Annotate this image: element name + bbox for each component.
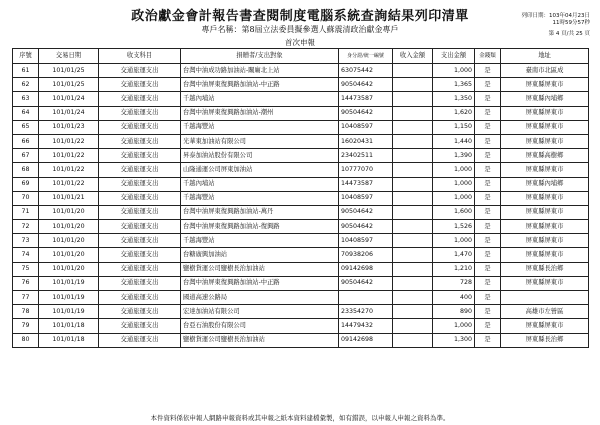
cell-subject: 交通旅運支出 — [99, 163, 181, 177]
cell-id: 16020431 — [339, 134, 393, 148]
col-header-id: 身分證/統一編號 — [339, 49, 393, 64]
cell-address: 高雄市左營區 — [501, 305, 589, 319]
cell-address: 屏東縣內埔鄉 — [501, 92, 589, 106]
cell-target: 山隆通運公司屏東加油站 — [181, 163, 339, 177]
col-header-cash: 金錢類 — [475, 49, 501, 64]
cell-id: 14479432 — [339, 319, 393, 333]
cell-income — [393, 191, 433, 205]
cell-expense: 1,350 — [433, 92, 475, 106]
col-header-subject: 收支科目 — [99, 49, 181, 64]
col-header-date: 交易日期 — [39, 49, 99, 64]
table-row — [13, 78, 589, 92]
cell-id: 14473587 — [339, 92, 393, 106]
cell-address: 屏東縣屏東市 — [501, 220, 589, 234]
cell-address: 屏東縣屏東市 — [501, 319, 589, 333]
cell-cash: 是 — [475, 120, 501, 134]
cell-address: 臺南市北區成 — [501, 64, 589, 78]
cell-subject: 交通旅運支出 — [99, 262, 181, 276]
cell-no: 63 — [13, 92, 39, 106]
cell-date: 101/01/23 — [39, 120, 99, 134]
cell-address: 屏東縣屏東市 — [501, 78, 589, 92]
cell-cash: 是 — [475, 220, 501, 234]
cell-income — [393, 220, 433, 234]
cell-cash: 是 — [475, 234, 501, 248]
cell-date: 101/01/22 — [39, 163, 99, 177]
cell-income — [393, 64, 433, 78]
cell-cash: 是 — [475, 177, 501, 191]
cell-date: 101/01/19 — [39, 291, 99, 305]
cell-subject: 交通旅運支出 — [99, 78, 181, 92]
cell-target: 台亞石油股份有限公司 — [181, 319, 339, 333]
cell-target: 國道高速公路局 — [181, 291, 339, 305]
footer-note: 本件資料係依申報人網路申報資料或其申報之紙本資料建檔彙製，如有錯誤，以申報人申報之資料為準。 — [150, 414, 450, 422]
table-row — [13, 262, 589, 276]
cell-date: 101/01/20 — [39, 234, 99, 248]
cell-target: 昇泰加油站股份有限公司 — [181, 149, 339, 163]
table-row — [13, 134, 589, 148]
table-row — [13, 248, 589, 262]
cell-income — [393, 134, 433, 148]
cell-cash: 是 — [475, 106, 501, 120]
cell-target: 台灣中油屏東復興路加油站-中正路 — [181, 78, 339, 92]
cell-date: 101/01/20 — [39, 248, 99, 262]
cell-no: 67 — [13, 149, 39, 163]
section-label: 首次申報 — [285, 38, 315, 47]
page-number: 第 4 頁/共 25 頁 — [548, 31, 590, 37]
cell-no: 78 — [13, 305, 39, 319]
col-header-expense: 支出金額 — [433, 49, 475, 64]
cell-target: 鹽樹貨運公司鹽樹長治加油站 — [181, 262, 339, 276]
table-row — [13, 120, 589, 134]
cell-subject: 交通旅運支出 — [99, 234, 181, 248]
cell-no: 75 — [13, 262, 39, 276]
cell-income — [393, 291, 433, 305]
cell-no: 68 — [13, 163, 39, 177]
cell-income — [393, 234, 433, 248]
cell-id: 63075442 — [339, 64, 393, 78]
table-row — [13, 220, 589, 234]
cell-address: 屏東縣高樹鄉 — [501, 149, 589, 163]
table-row — [13, 291, 589, 305]
cell-date: 101/01/24 — [39, 106, 99, 120]
table-header-row — [13, 49, 589, 64]
cell-date: 101/01/22 — [39, 177, 99, 191]
cell-cash: 是 — [475, 78, 501, 92]
table-row — [13, 163, 589, 177]
cell-no: 69 — [13, 177, 39, 191]
cell-subject: 交通旅運支出 — [99, 92, 181, 106]
cell-date: 101/01/25 — [39, 78, 99, 92]
cell-expense: 890 — [433, 305, 475, 319]
cell-subject: 交通旅運支出 — [99, 177, 181, 191]
cell-subject: 交通旅運支出 — [99, 64, 181, 78]
table-row — [13, 92, 589, 106]
cell-expense: 1,000 — [433, 319, 475, 333]
col-header-target: 捐贈者/支出對象 — [181, 49, 339, 64]
cell-expense: 1,150 — [433, 120, 475, 134]
cell-target: 鹽樹貨運公司鹽樹長治加油站 — [181, 333, 339, 347]
cell-income — [393, 106, 433, 120]
cell-expense: 1,620 — [433, 106, 475, 120]
cell-id: 90504642 — [339, 106, 393, 120]
cell-id — [339, 291, 393, 305]
table-row — [13, 64, 589, 78]
cell-no: 76 — [13, 276, 39, 290]
cell-date: 101/01/20 — [39, 262, 99, 276]
cell-no: 70 — [13, 191, 39, 205]
cell-date: 101/01/22 — [39, 134, 99, 148]
cell-id: 90504642 — [339, 220, 393, 234]
cell-expense: 1,000 — [433, 177, 475, 191]
cell-expense: 400 — [433, 291, 475, 305]
table-row — [13, 333, 589, 347]
table-row — [13, 191, 589, 205]
cell-cash: 是 — [475, 205, 501, 219]
cell-cash: 是 — [475, 305, 501, 319]
cell-cash: 是 — [475, 149, 501, 163]
cell-address: 屏東縣屏東市 — [501, 205, 589, 219]
cell-target: 宏達加油站有限公司 — [181, 305, 339, 319]
cell-expense: 1,000 — [433, 163, 475, 177]
table-row — [13, 106, 589, 120]
cell-subject: 交通旅運支出 — [99, 205, 181, 219]
cell-expense: 1,000 — [433, 234, 475, 248]
cell-id: 90504642 — [339, 78, 393, 92]
cell-cash: 是 — [475, 92, 501, 106]
cell-cash: 是 — [475, 333, 501, 347]
cell-subject: 交通旅運支出 — [99, 220, 181, 234]
cell-subject: 交通旅運支出 — [99, 333, 181, 347]
cell-address: 屏東縣長治鄉 — [501, 262, 589, 276]
col-header-income: 收入金額 — [393, 49, 433, 64]
cell-id: 23354270 — [339, 305, 393, 319]
cell-id: 90504642 — [339, 276, 393, 290]
col-header-no: 序號 — [13, 49, 39, 64]
cell-subject: 交通旅運支出 — [99, 120, 181, 134]
cell-cash: 是 — [475, 276, 501, 290]
cell-address: 屏東縣屏東市 — [501, 248, 589, 262]
cell-income — [393, 333, 433, 347]
cell-target: 千越海豐站 — [181, 191, 339, 205]
cell-no: 74 — [13, 248, 39, 262]
cell-cash: 是 — [475, 248, 501, 262]
cell-address: 屏東縣長治鄉 — [501, 333, 589, 347]
cell-expense: 1,440 — [433, 134, 475, 148]
cell-id: 09142698 — [339, 333, 393, 347]
table-row — [13, 276, 589, 290]
cell-id: 10408597 — [339, 234, 393, 248]
cell-income — [393, 248, 433, 262]
cell-cash: 是 — [475, 291, 501, 305]
cell-target: 台灣中油屏東復興路加油站-潮州 — [181, 106, 339, 120]
cell-income — [393, 205, 433, 219]
cell-subject: 交通旅運支出 — [99, 248, 181, 262]
cell-expense: 1,300 — [433, 333, 475, 347]
print-date: 列印日期：103年04月23日 — [521, 13, 590, 19]
cell-no: 64 — [13, 106, 39, 120]
cell-cash: 是 — [475, 64, 501, 78]
cell-subject: 交通旅運支出 — [99, 191, 181, 205]
cell-id: 09142698 — [339, 262, 393, 276]
cell-income — [393, 276, 433, 290]
cell-address: 屏東縣屏東市 — [501, 276, 589, 290]
cell-id: 90504642 — [339, 205, 393, 219]
cell-target: 台糖廣興加油站 — [181, 248, 339, 262]
cell-date: 101/01/19 — [39, 305, 99, 319]
table-row — [13, 305, 589, 319]
cell-subject: 交通旅運支出 — [99, 276, 181, 290]
cell-target: 千越內埔站 — [181, 92, 339, 106]
cell-income — [393, 78, 433, 92]
cell-date: 101/01/18 — [39, 319, 99, 333]
cell-subject: 交通旅運支出 — [99, 106, 181, 120]
cell-income — [393, 305, 433, 319]
cell-no: 66 — [13, 134, 39, 148]
cell-target: 千越海豐站 — [181, 120, 339, 134]
cell-income — [393, 319, 433, 333]
cell-date: 101/01/19 — [39, 276, 99, 290]
report-title: 政治獻金會計報告書查閱制度電腦系統查詢結果列印清單 — [131, 9, 469, 24]
cell-id: 14473587 — [339, 177, 393, 191]
cell-no: 80 — [13, 333, 39, 347]
cell-address: 屏東縣屏東市 — [501, 163, 589, 177]
cell-expense: 1,000 — [433, 64, 475, 78]
cell-address: 屏東縣屏東市 — [501, 191, 589, 205]
cell-income — [393, 149, 433, 163]
cell-target: 台灣中油成功路加油站-關廟北上站 — [181, 64, 339, 78]
cell-address — [501, 291, 589, 305]
cell-target: 千越海豐站 — [181, 234, 339, 248]
cell-subject: 交通旅運支出 — [99, 319, 181, 333]
cell-income — [393, 120, 433, 134]
cell-subject: 交通旅運支出 — [99, 291, 181, 305]
cell-subject: 交通旅運支出 — [99, 134, 181, 148]
cell-subject: 交通旅運支出 — [99, 305, 181, 319]
cell-expense: 1,600 — [433, 205, 475, 219]
cell-id: 70938206 — [339, 248, 393, 262]
cell-date: 101/01/25 — [39, 64, 99, 78]
cell-address: 屏東縣屏東市 — [501, 106, 589, 120]
cell-income — [393, 177, 433, 191]
cell-cash: 是 — [475, 134, 501, 148]
cell-cash: 是 — [475, 163, 501, 177]
cell-date: 101/01/20 — [39, 220, 99, 234]
print-time: 11時59分57秒 — [552, 20, 590, 26]
cell-expense: 1,390 — [433, 149, 475, 163]
cell-date: 101/01/24 — [39, 92, 99, 106]
cell-no: 65 — [13, 120, 39, 134]
account-name: 專戶名稱：第8屆立法委員擬參選人蘇震清政治獻金專戶 — [201, 25, 399, 34]
cell-date: 101/01/18 — [39, 333, 99, 347]
cell-no: 61 — [13, 64, 39, 78]
cell-no: 71 — [13, 205, 39, 219]
cell-expense: 1,365 — [433, 78, 475, 92]
cell-cash: 是 — [475, 191, 501, 205]
cell-expense: 1,470 — [433, 248, 475, 262]
cell-income — [393, 262, 433, 276]
cell-target: 台灣中油屏東復興路加油站-萬丹 — [181, 205, 339, 219]
records-table — [12, 48, 589, 348]
cell-expense: 1,210 — [433, 262, 475, 276]
cell-income — [393, 92, 433, 106]
cell-id: 10408597 — [339, 120, 393, 134]
cell-date: 101/01/22 — [39, 149, 99, 163]
cell-no: 72 — [13, 220, 39, 234]
col-header-address: 地址 — [501, 49, 589, 64]
cell-address: 屏東縣屏東市 — [501, 134, 589, 148]
cell-address: 屏東縣屏東市 — [501, 120, 589, 134]
cell-id: 10408597 — [339, 191, 393, 205]
table-row — [13, 149, 589, 163]
cell-no: 77 — [13, 291, 39, 305]
cell-id: 10777070 — [339, 163, 393, 177]
cell-expense: 1,000 — [433, 191, 475, 205]
table-row — [13, 205, 589, 219]
cell-no: 73 — [13, 234, 39, 248]
cell-id: 23402511 — [339, 149, 393, 163]
cell-target: 台灣中油屏東復興路加油站-復興路 — [181, 220, 339, 234]
cell-date: 101/01/20 — [39, 205, 99, 219]
cell-no: 62 — [13, 78, 39, 92]
cell-subject: 交通旅運支出 — [99, 149, 181, 163]
table-row — [13, 234, 589, 248]
table-row — [13, 177, 589, 191]
cell-target: 台灣中油屏東復興路加油站-中正路 — [181, 276, 339, 290]
cell-address: 屏東縣內埔鄉 — [501, 177, 589, 191]
cell-cash: 是 — [475, 262, 501, 276]
cell-expense: 1,526 — [433, 220, 475, 234]
cell-income — [393, 163, 433, 177]
cell-date: 101/01/21 — [39, 191, 99, 205]
cell-target: 千越內埔站 — [181, 177, 339, 191]
cell-expense: 728 — [433, 276, 475, 290]
cell-no: 79 — [13, 319, 39, 333]
table-row — [13, 319, 589, 333]
cell-address: 屏東縣屏東市 — [501, 234, 589, 248]
cell-target: 光華東加油站有限公司 — [181, 134, 339, 148]
cell-cash: 是 — [475, 319, 501, 333]
